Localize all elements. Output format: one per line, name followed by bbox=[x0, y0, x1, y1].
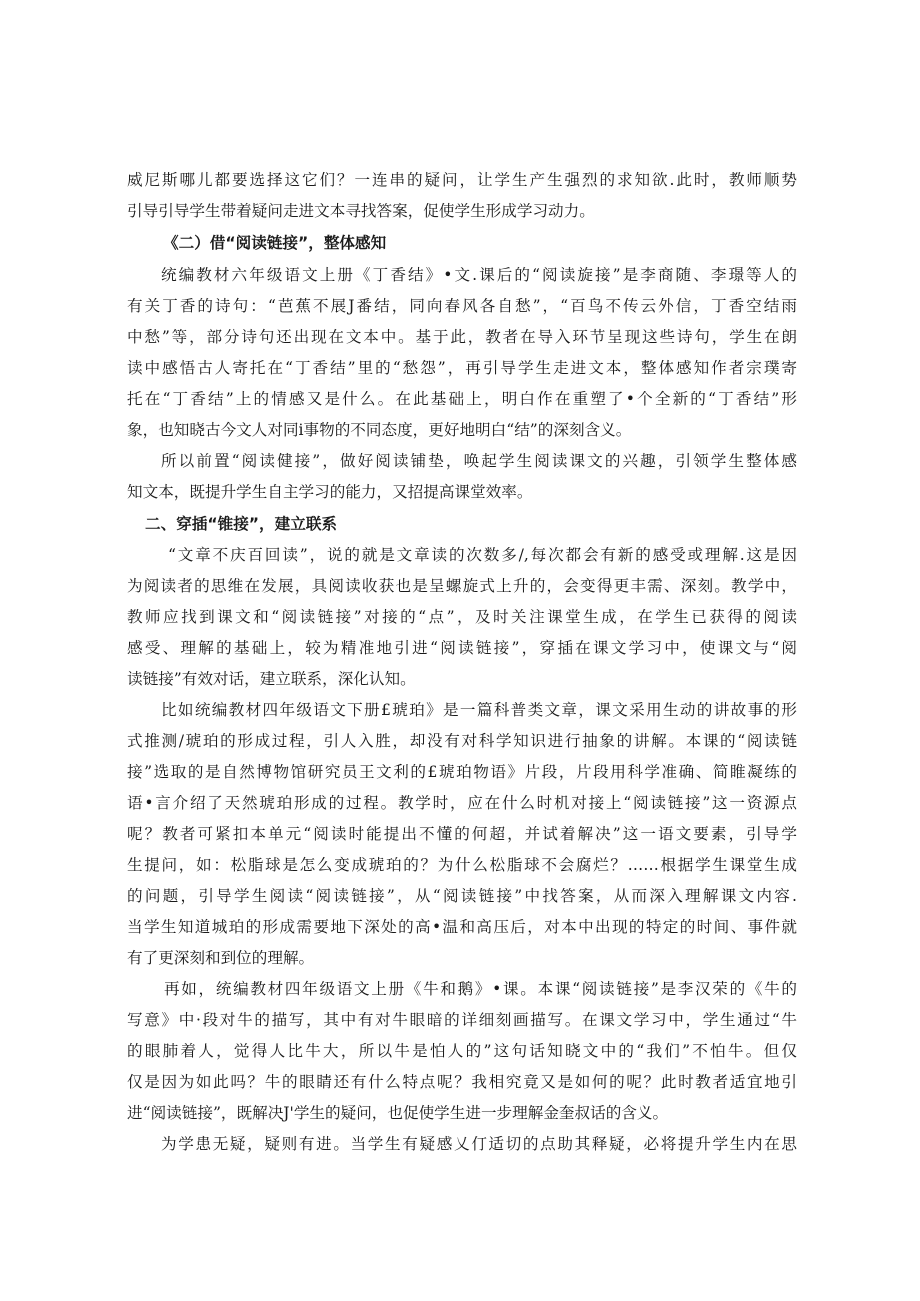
paragraph-line: 呢？教者可紧扣本单元“阅读时能提出不懂的何超，并试着解决”这一语文要素，引导学 bbox=[127, 825, 797, 843]
paragraph-line: 所以前置“阅读健接”，做好阅读铺垫，唤起学生阅读课文的兴趣，引领学生整体感 bbox=[161, 452, 797, 470]
paragraph-line: 中愁”等，部分诗句还出现在文本中。基于此，教者在导入环节呈现这些诗句，学生在朗 bbox=[127, 328, 797, 346]
paragraph-line: 再如，统编教材四年级语文上册《牛和鹅》•课。本课“阅读链接”是李汉荣的《牛的 bbox=[164, 980, 797, 998]
paragraph-line: 的问题，引导学生阅读“阅读链接”，从“阅读链接”中找答案，从而深入理解课文内容. bbox=[127, 887, 797, 905]
paragraph-line: 知文本，既提升学生自主学习的能力，又招提高课堂效率。 bbox=[127, 483, 533, 501]
paragraph-line: 威尼斯哪儿都要选择这它们？一连串的疑问，让学生产生强烈的求知欲.此时，教师顺势 bbox=[127, 171, 797, 189]
paragraph-line: 比如统编教材四年级语文下册£琥珀》是一篇科普类文章，课文采用生动的讲故事的形 bbox=[161, 701, 797, 719]
section-heading: 二、穿插“锥接”，建立联系 bbox=[145, 515, 338, 533]
paragraph-line: 写意》中·段对牛的描写，其中有对牛眼暗的详细刻画描写。在课文学习中，学生通过“牛 bbox=[127, 1011, 797, 1029]
paragraph-line: 进“阅读链接”，既解决J'学生的疑问，也促使学生进一步理解金奎叔话的含义。 bbox=[127, 1104, 669, 1122]
paragraph-line: 仅是因为如此吗？牛的眼睛还有什么特点呢？我相究竟又是如何的呢？此时教者适宜地引 bbox=[127, 1073, 797, 1091]
paragraph-line: 统编教材六年级语文上册《丁香结》•文.课后的“阅读旋接”是李商随、李璟等人的 bbox=[161, 266, 797, 284]
paragraph-line: 有关丁香的诗句：“芭蕉不展J番结，同向春风各自愁”，“百鸟不传云外信，丁香空结雨 bbox=[127, 297, 797, 315]
paragraph-line: 象，也知晓古今文人对同i事物的不同态度，更好地明白“结”的深刻含义。 bbox=[127, 421, 632, 439]
section-heading: 《二）借“阅读链接”，整体感知 bbox=[163, 234, 387, 252]
paragraph-line: 为学患无疑，疑则有进。当学生有疑感乂仃适切的点助其释疑，必将提升学生内在思 bbox=[161, 1135, 797, 1153]
paragraph-line: 引导引导学生带着疑问走进文本寻找答案，促使学生形成学习动力。 bbox=[127, 202, 595, 220]
paragraph-line: 为阅读者的思维在发展，具阅读收获也是呈螺旋式上升的，会变得更丰需、深刻。教学中， bbox=[127, 577, 797, 595]
paragraph-line: 式推测/琥珀的形成过程，引人入胜，却没有对科学知识进行抽象的讲解。本课的“阅读链 bbox=[127, 732, 797, 750]
paragraph-line: 教师应找到课文和“阅读链接”对接的“点”，及时关注课堂生成，在学生已获得的阅读 bbox=[127, 608, 797, 626]
paragraph-line: 感受、理解的基础上，较为精准地引进“阅读链接”，穿插在课文学习中，使课文与“阅 bbox=[127, 639, 797, 657]
paragraph-line: 托在“丁香结”上的情感又是什么。在此基础上，明白作在重塑了•个全新的“丁香结”形 bbox=[127, 390, 797, 408]
paragraph-line: 生提问，如：松脂球是怎么变成琥珀的？为什么松脂球不会腐烂？……根据学生课堂生成 bbox=[127, 856, 797, 874]
paragraph-line: 读中感悟古人寄托在“丁香结”里的“愁怨”，再引导学生走进文本，整体感知作者宗璞寄 bbox=[127, 359, 797, 377]
paragraph-line: “文章不庆百回读”，说的就是文章读的次数多/,每次都会有新的感受或理解.这是因 bbox=[168, 546, 797, 564]
paragraph-line: 读链接”有效对话，建立联系，深化认知。 bbox=[127, 670, 416, 688]
paragraph-line: 当学生知道城珀的形成需要地下深处的高•温和高压后，对本中出现的特定的时间、事件就 bbox=[127, 918, 797, 936]
paragraph-line: 有了更深刻和到位的理解。 bbox=[127, 949, 315, 967]
paragraph-line: 语•言介绍了天然琥珀形成的过程。教学时，应在什么时机对接上“阅读链接”这一资源点 bbox=[127, 794, 797, 812]
paragraph-line: 接”选取的是自然博物馆研究员王文利的£琥珀物语》片段，片段用科学准确、简睢凝练的 bbox=[127, 763, 797, 781]
paragraph-line: 的眼肺着人，觉得人比牛大，所以牛是怕人的”这句话知晓文中的“我们”不怕牛。但仅 bbox=[127, 1042, 797, 1060]
